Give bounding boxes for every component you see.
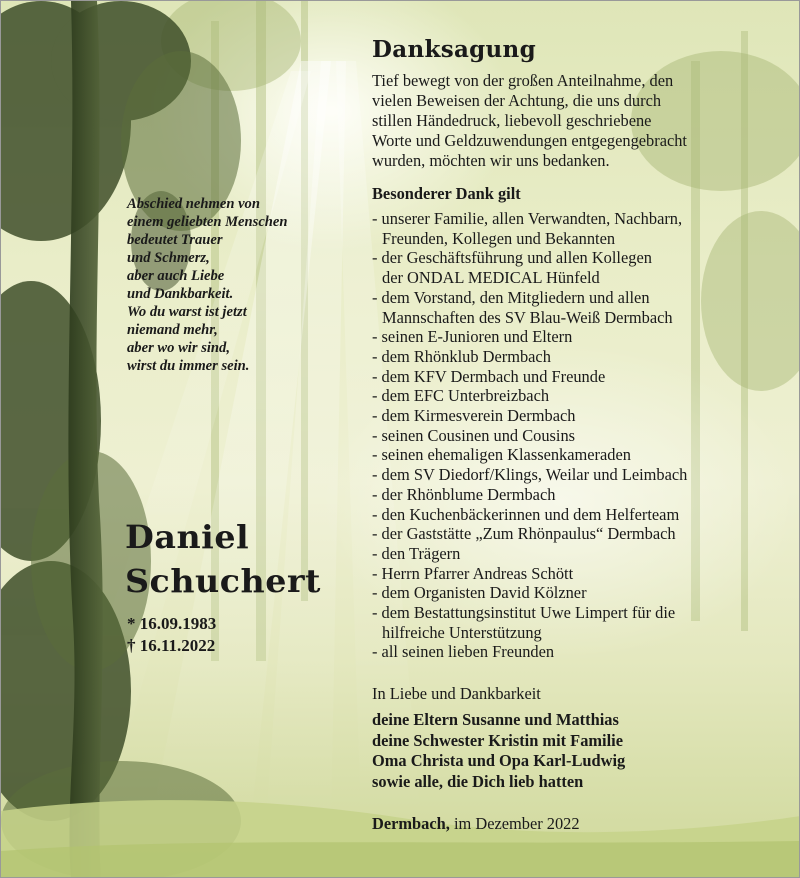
poem-line: und Dankbarkeit.	[127, 286, 234, 302]
thanks-item	[372, 524, 792, 544]
thanks-item-text: - seinen Cousinen und Cousins	[372, 425, 576, 445]
intro-paragraph	[372, 71, 792, 171]
thanks-item-continuation: Mannschaften des SV Blau-Weiß Dermbach	[382, 307, 673, 327]
thanks-item-text: - Herrn Pfarrer Andreas Schött	[372, 563, 574, 583]
thanks-item-text: - seinen E-Junioren und Eltern	[372, 327, 573, 347]
thanks-list	[372, 209, 792, 662]
thanks-item-continuation: Freunden, Kollegen und Bekannten	[382, 228, 616, 248]
thanks-item	[372, 564, 792, 584]
place: Dermbach,	[372, 814, 450, 834]
poem-line: einem geliebten Menschen	[127, 214, 288, 230]
thanks-item	[372, 248, 792, 287]
thanks-item-text: - dem Kirmesverein Dermbach	[372, 406, 576, 426]
poem-line: Abschied nehmen von	[127, 196, 260, 212]
thanks-item	[372, 347, 792, 367]
thanks-item-text: - dem Bestattungsinstitut Uwe Limpert für die	[372, 603, 676, 623]
last-name: Schuchert	[125, 562, 321, 600]
date: im Dezember 2022	[453, 814, 580, 834]
thanks-item	[372, 445, 792, 465]
family-line: Oma Christa und Opa Karl-Ludwig	[372, 751, 626, 771]
intro-line: Tief bewegt von der großen Anteilnahme, den	[372, 71, 674, 90]
thanks-item-text: - der Rhönblume Dermbach	[372, 484, 556, 504]
poem-line: niemand mehr,	[127, 322, 218, 338]
poem-line: aber auch Liebe	[127, 268, 225, 284]
thanks-item	[372, 288, 792, 327]
thanks-item	[372, 209, 792, 248]
thanks-item-text: - dem Rhönklub Dermbach	[372, 346, 551, 366]
thanks-item-text: - der Geschäftsführung und allen Kollegen	[372, 248, 652, 268]
family-signatures	[372, 710, 792, 792]
intro-line: Worte und Geldzuwendungen entgegengebracht	[372, 131, 687, 150]
thanks-item	[372, 485, 792, 505]
intro-line: stillen Händedruck, liebevoll geschriebene	[372, 111, 652, 130]
right-column	[372, 35, 792, 834]
thanks-item-continuation: der ONDAL MEDICAL Hünfeld	[382, 268, 600, 288]
thanks-item-text: - unserer Familie, allen Verwandten, Nachbarn,	[372, 209, 683, 228]
birth-date: * 16.09.1983	[127, 614, 217, 633]
thanks-item	[372, 603, 792, 642]
thanks-item-text: - dem KFV Dermbach und Freunde	[372, 366, 606, 386]
thanks-item-text: - den Trägern	[372, 543, 461, 563]
thanks-item-text: - dem SV Diedorf/Klings, Weilar und Leimbach	[372, 465, 688, 485]
thanks-item-continuation: hilfreiche Unterstützung	[382, 622, 542, 642]
thanks-item	[372, 465, 792, 485]
deceased-name	[125, 515, 321, 603]
intro-line: wurden, möchten wir uns bedanken.	[372, 151, 610, 170]
thanks-item	[372, 544, 792, 564]
death-date: † 16.11.2022	[127, 636, 216, 655]
thanks-item-text: - den Kuchenbäckerinnen und dem Helferteam	[372, 504, 680, 524]
thanks-item-text: - dem Vorstand, den Mitgliedern und allen	[372, 287, 650, 307]
thanks-item	[372, 367, 792, 387]
place-date	[372, 814, 792, 834]
thanks-item	[372, 327, 792, 347]
thanks-item	[372, 386, 792, 406]
thanks-item-text: - dem Organisten David Kölzner	[372, 583, 587, 603]
thanks-item-text: - dem EFC Unterbreizbach	[372, 386, 550, 406]
poem-line: wirst du immer sein.	[127, 358, 250, 374]
signoff: In Liebe und Dankbarkeit	[372, 684, 541, 704]
family-line: deine Eltern Susanne und Matthias	[372, 710, 619, 730]
thanks-title: Besonderer Dank gilt	[372, 184, 521, 203]
thanks-item-text: - all seinen lieben Freunden	[372, 642, 555, 662]
thanks-item	[372, 642, 792, 662]
thanks-item-text: - der Gaststätte „Zum Rhönpaulus“ Dermbach	[372, 524, 676, 544]
life-dates	[127, 613, 216, 657]
memorial-poem	[127, 195, 357, 375]
thanks-item	[372, 505, 792, 525]
family-line: deine Schwester Kristin mit Familie	[372, 730, 623, 750]
family-line: sowie alle, die Dich lieb hatten	[372, 771, 584, 791]
thanks-item	[372, 426, 792, 446]
poem-line: und Schmerz,	[127, 250, 210, 266]
first-name: Daniel	[125, 518, 250, 556]
intro-line: vielen Beweisen der Achtung, die uns durch	[372, 91, 662, 110]
poem-line: bedeutet Trauer	[127, 232, 223, 248]
poem-line: Wo du warst ist jetzt	[127, 304, 247, 320]
thanks-item	[372, 406, 792, 426]
heading: Danksagung	[372, 36, 536, 63]
thanks-item-text: - seinen ehemaligen Klassenkameraden	[372, 445, 631, 465]
poem-line: aber wo wir sind,	[127, 340, 230, 356]
thanks-item	[372, 583, 792, 603]
